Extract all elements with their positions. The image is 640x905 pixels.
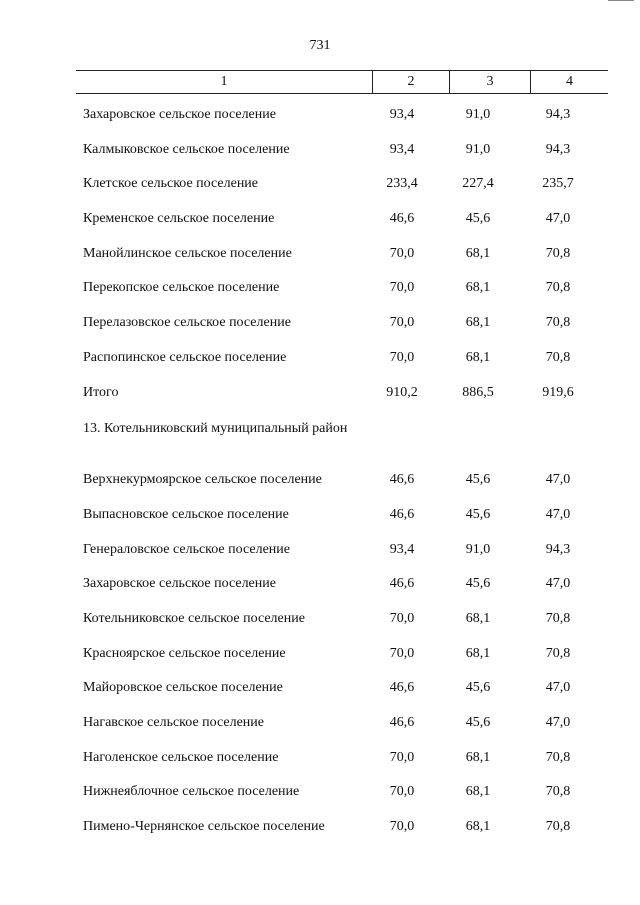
- table-row: [0, 97, 640, 132]
- value-column-2: 70,0: [389, 610, 415, 626]
- settlement-name: Нижнеяблочное сельское поселение: [83, 784, 300, 800]
- value-column-2: 70,0: [389, 245, 415, 261]
- value-column-3: 68,1: [465, 645, 491, 661]
- column-header-4: 4: [566, 74, 573, 89]
- settlement-name: Красноярское сельское поселение: [83, 645, 286, 661]
- value-column-4: 70,8: [545, 245, 571, 261]
- value-column-2: 46,6: [389, 472, 415, 488]
- column-header-3: 3: [486, 74, 494, 89]
- value-column-3: 68,1: [465, 245, 491, 261]
- value-column-3: 886,5: [462, 384, 494, 400]
- table-row: [0, 636, 640, 671]
- value-column-3: 68,1: [465, 819, 491, 835]
- settlement-name: Калмыковское сельское поселение: [83, 141, 290, 157]
- section-heading-row: [0, 409, 640, 462]
- section-title: 13. Котельниковский муниципальный район: [83, 421, 348, 437]
- table-row: [0, 497, 640, 532]
- table-row: [0, 740, 640, 775]
- value-column-2: 46,6: [389, 506, 415, 522]
- value-column-2: 46,6: [389, 211, 415, 227]
- value-column-2: 70,0: [389, 749, 415, 765]
- value-column-2: 233,4: [386, 176, 418, 192]
- table-row: [0, 340, 640, 375]
- value-column-4: 919,6: [542, 384, 574, 400]
- value-column-4: 94,3: [545, 107, 571, 122]
- value-column-2: 46,6: [389, 576, 415, 592]
- value-column-3: 45,6: [465, 506, 491, 522]
- settlement-name: Верхнекурмоярское сельское поселение: [83, 472, 322, 488]
- value-column-4: 70,8: [545, 819, 571, 835]
- value-column-3: 68,1: [465, 315, 491, 331]
- table-header-row: [76, 70, 608, 94]
- value-column-2: 46,6: [389, 715, 415, 730]
- value-column-4: 47,0: [545, 506, 571, 522]
- table-body: [0, 97, 640, 844]
- table-row: [0, 236, 640, 271]
- value-column-4: 70,8: [545, 280, 571, 296]
- value-column-2: 93,4: [389, 141, 415, 157]
- value-column-3: 227,4: [462, 176, 494, 192]
- value-column-4: 70,8: [545, 315, 571, 331]
- settlement-name: Перелазовское сельское поселение: [83, 315, 291, 331]
- table-row: [0, 462, 640, 497]
- settlement-name: Генераловское сельское поселение: [83, 541, 290, 557]
- value-column-2: 70,0: [389, 784, 415, 800]
- value-column-3: 91,0: [465, 541, 491, 557]
- settlement-name: Пимено-Чернянское сельское поселение: [83, 819, 325, 835]
- value-column-4: 70,8: [545, 349, 571, 365]
- value-column-4: 94,3: [545, 541, 571, 557]
- table-row: [0, 532, 640, 567]
- value-column-4: 94,3: [545, 141, 571, 157]
- settlement-name: Захаровское сельское поселение: [83, 576, 276, 592]
- value-column-3: 45,6: [465, 680, 491, 696]
- value-column-4: 47,0: [545, 576, 571, 592]
- value-column-4: 70,8: [545, 784, 571, 800]
- value-column-4: 47,0: [545, 715, 571, 730]
- table-row: [0, 132, 640, 167]
- table-row: [0, 166, 640, 201]
- value-column-4: 47,0: [545, 211, 571, 227]
- settlement-name: Выпасновское сельское поселение: [83, 506, 289, 522]
- page-number: 731: [309, 38, 331, 53]
- value-column-2: 93,4: [389, 541, 415, 557]
- value-column-4: 235,7: [542, 176, 574, 192]
- page-edge-mark: [608, 0, 634, 3]
- value-column-2: 93,4: [389, 107, 415, 122]
- column-header-1: 1: [220, 74, 228, 89]
- value-column-3: 68,1: [465, 610, 491, 626]
- table-row: [0, 270, 640, 305]
- value-column-3: 45,6: [465, 211, 491, 227]
- settlement-name: Клетское сельское поселение: [83, 176, 259, 192]
- value-column-3: 45,6: [465, 715, 491, 730]
- settlement-name: Перекопское сельское поселение: [83, 280, 280, 296]
- value-column-3: 68,1: [465, 280, 491, 296]
- settlement-name: Котельниковское сельское поселение: [83, 610, 305, 626]
- table-row: [0, 774, 640, 809]
- value-column-2: 70,0: [389, 280, 415, 296]
- value-column-3: 91,0: [465, 141, 491, 157]
- value-column-2: 46,6: [389, 680, 415, 696]
- value-column-2: 70,0: [389, 315, 415, 331]
- table-row: [0, 201, 640, 236]
- settlement-name: Манойлинское сельское поселение: [83, 245, 292, 261]
- value-column-2: 70,0: [389, 349, 415, 365]
- value-column-3: 68,1: [465, 784, 491, 800]
- total-row: [0, 375, 640, 410]
- table-row: [0, 705, 640, 740]
- value-column-4: 70,8: [545, 749, 571, 765]
- value-column-2: 910,2: [386, 384, 418, 400]
- table-row: [0, 305, 640, 340]
- value-column-3: 68,1: [465, 749, 491, 765]
- value-column-4: 47,0: [545, 472, 571, 488]
- settlement-name: Майоровское сельское поселение: [83, 680, 283, 696]
- table-row: [0, 601, 640, 636]
- settlement-name: Распопинское сельское поселение: [83, 349, 287, 365]
- value-column-3: 68,1: [465, 349, 491, 365]
- settlement-name: Захаровское сельское поселение: [83, 107, 276, 122]
- table-row: [0, 809, 640, 844]
- column-header-2: 2: [407, 74, 415, 89]
- settlement-name: Наголенское сельское поселение: [83, 749, 279, 765]
- value-column-3: 45,6: [465, 472, 491, 488]
- table-row: [0, 670, 640, 705]
- settlement-name: Нагавское сельское поселение: [83, 715, 264, 730]
- value-column-4: 70,8: [545, 645, 571, 661]
- value-column-2: 70,0: [389, 645, 415, 661]
- settlement-name: Итого: [83, 384, 119, 400]
- settlement-name: Кременское сельское поселение: [83, 211, 275, 227]
- table-row: [0, 566, 640, 601]
- value-column-3: 91,0: [465, 107, 491, 122]
- value-column-3: 45,6: [465, 576, 491, 592]
- value-column-4: 47,0: [545, 680, 571, 696]
- value-column-4: 70,8: [545, 610, 571, 626]
- value-column-2: 70,0: [389, 819, 415, 835]
